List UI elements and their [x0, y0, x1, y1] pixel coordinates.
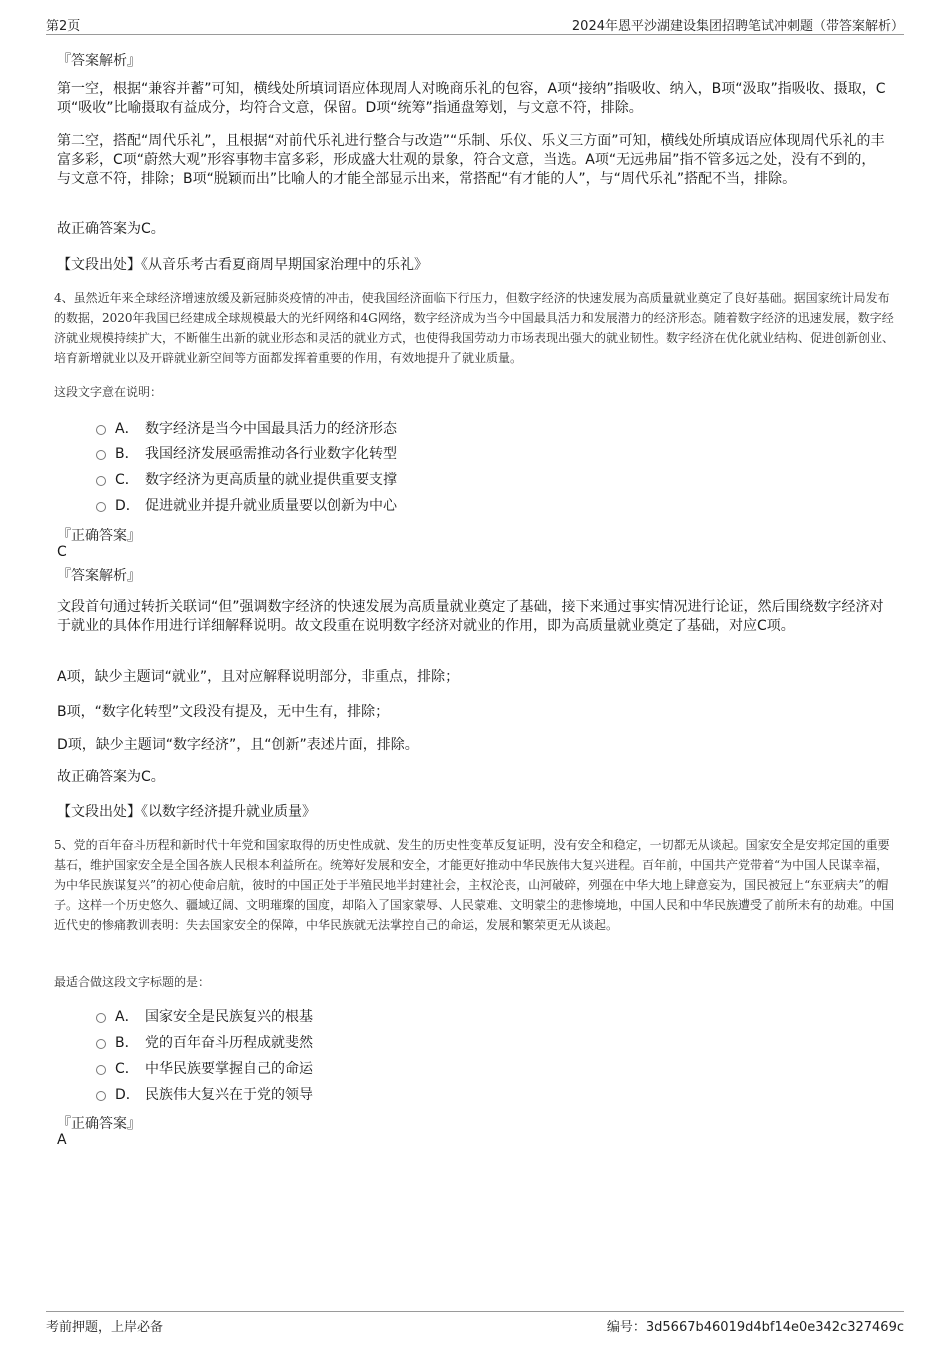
option-key: B．	[115, 446, 139, 462]
option-key: A．	[115, 1009, 139, 1025]
question-5-option-a[interactable]	[96, 1005, 313, 1027]
footer-slogan: 考前押题，上岸必备	[46, 1320, 164, 1335]
correct-answer-value: A	[57, 1132, 67, 1148]
option-text: 我国经济发展亟需推动各行业数字化转型	[145, 446, 397, 462]
analysis-paragraph: B项，“数字化转型”文段没有提及，无中生有，排除；	[57, 704, 390, 720]
analysis-paragraph: 第二空，搭配“周代乐礼”，且根据“对前代乐礼进行整合与改造”“乐制、乐仪、乐义三方面”可知，横线处所填成语应体现周代乐礼的丰富多彩，C项“蔚然大观”形容事物丰富多彩，形成盛大壮观的景象，符合文意，当选。A项“无远弗届”指不管多远之处，没有不到的，与文意不符，排除；B项“脱颖而出”比喻人的才能全部显示出来，常搭配“有才能的人”，与“周代乐礼”搭配不当，排除。	[57, 133, 885, 187]
option-key: C．	[115, 472, 139, 488]
question-5-prompt: 最适合做这段文字标题的是：	[54, 975, 211, 989]
question-5-text: 5、党的百年奋斗历程和新时代十年党和国家取得的历史性成就、发生的历史性变革反复证明，没有安全和稳定，一切都无从谈起。国家安全是安邦定国的重要基石，维护国家安全是全国各族人民根本利益所在。统筹好发展和安全，才能更好推动中华民族伟大复兴进程。百年前，中国共产党带着“为中国人民谋幸福，为中华民族谋复兴”的初心使命启航，彼时的中国正处于半殖民地半封建社会，主权沦丧，山河破碎，列强在中华大地上肆意妄为，国民被冠上“东亚病夫”的帽子。这样一个历史悠久、疆域辽阔、文明璀璨的国度，却陷入了国家蒙辱、人民蒙难、文明蒙尘的悲惨境地，中国人民和中华民族遭受了前所未有的劫难。中国近代史的惨痛教训表明：失去国家安全的保障，中华民族就无法掌控自己的命运，发展和繁荣更无从谈起。	[54, 838, 895, 932]
radio-icon[interactable]	[96, 1091, 106, 1101]
radio-icon[interactable]	[96, 476, 106, 486]
document-title: 2024年恩平沙湖建设集团招聘笔试冲刺题（带答案解析）	[571, 19, 904, 34]
radio-icon[interactable]	[96, 1065, 106, 1075]
correct-answer-label: 『正确答案』	[57, 1116, 141, 1132]
document-serial: 编号：3d5667b46019d4bf14e0e342c327469c	[606, 1320, 904, 1335]
option-key: D．	[115, 1087, 140, 1103]
analysis-label: 『答案解析』	[57, 53, 141, 69]
option-text: 民族伟大复兴在于党的领导	[145, 1087, 313, 1103]
analysis-paragraph: 第一空，根据“兼容并蓄”可知，横线处所填词语应体现周人对晚商乐礼的包容，A项“接纳”指吸收、纳入，B项“汲取”指吸收、摄取，C项“吸收”比喻摄取有益成分，均符合文意，保留。D项“统筹”指通盘筹划，与文意不符，排除。	[57, 81, 886, 116]
radio-icon[interactable]	[96, 425, 106, 435]
question-4-text: 4、虽然近年来全球经济增速放缓及新冠肺炎疫情的冲击，使我国经济面临下行压力，但数字经济的快速发展为高质量就业奠定了良好基础。据国家统计局发布的数据，2020年我国已经建成全球规模最大的光纤网络和4G网络，数字经济成为当今中国最具活力和发展潜力的经济形态。随着数字经济的迅速发展，数字经济就业规模持续扩大，不断催生出新的就业形态和灵活的就业方式，也使得我国劳动力市场表现出强大的就业韧性。数字经济在优化就业结构、促进创新创业、培育新增就业以及开辟就业新空间等方面都发挥着重要的作用，有效地提升了就业质量。	[54, 291, 895, 365]
analysis-paragraph: 文段首句通过转折关联词“但”强调数字经济的快速发展为高质量就业奠定了基础，接下来通过事实情况进行论证，然后围绕数字经济对于就业的具体作用进行详细解释说明。故文段重在说明数字经济对就业的作用，即为高质量就业奠定了基础，对应C项。	[57, 599, 884, 634]
analysis-paragraph: A项，缺少主题词“就业”，且对应解释说明部分，非重点，排除；	[57, 669, 460, 685]
source-citation: 【文段出处】《从音乐考古看夏商周早期国家治理中的乐礼》	[57, 257, 428, 273]
question-4-prompt: 这段文字意在说明：	[54, 385, 163, 399]
question-4-option-b[interactable]	[96, 442, 397, 464]
radio-icon[interactable]	[96, 1013, 106, 1023]
option-key: B．	[115, 1035, 139, 1051]
radio-icon[interactable]	[96, 502, 106, 512]
analysis-paragraph: D项，缺少主题词“数字经济”，且“创新”表述片面，排除。	[57, 737, 419, 753]
correct-answer-value: C	[57, 544, 67, 560]
correct-answer-label: 『正确答案』	[57, 528, 141, 544]
question-4-option-a[interactable]	[96, 417, 397, 439]
page-number: 第2页	[46, 19, 81, 34]
question-5-option-c[interactable]	[96, 1057, 313, 1079]
question-4-option-d[interactable]	[96, 494, 397, 516]
option-text: 数字经济是当今中国最具活力的经济形态	[145, 421, 397, 437]
page-footer	[46, 1311, 904, 1336]
option-text: 促进就业并提升就业质量要以创新为中心	[145, 498, 397, 514]
option-text: 党的百年奋斗历程成就斐然	[145, 1035, 313, 1051]
radio-icon[interactable]	[96, 450, 106, 460]
question-4-option-c[interactable]	[96, 468, 397, 490]
option-text: 国家安全是民族复兴的根基	[145, 1009, 313, 1025]
page-header	[46, 12, 904, 35]
analysis-label: 『答案解析』	[57, 568, 141, 584]
question-5-option-b[interactable]	[96, 1031, 313, 1053]
option-key: D．	[115, 498, 140, 514]
option-text: 中华民族要掌握自己的命运	[145, 1061, 313, 1077]
answer-conclusion: 故正确答案为C。	[57, 769, 165, 785]
question-5-option-d[interactable]	[96, 1083, 313, 1105]
option-text: 数字经济为更高质量的就业提供重要支撑	[145, 472, 397, 488]
source-citation: 【文段出处】《以数字经济提升就业质量》	[57, 804, 316, 820]
option-key: C．	[115, 1061, 139, 1077]
option-key: A．	[115, 421, 139, 437]
radio-icon[interactable]	[96, 1039, 106, 1049]
answer-conclusion: 故正确答案为C。	[57, 221, 165, 237]
